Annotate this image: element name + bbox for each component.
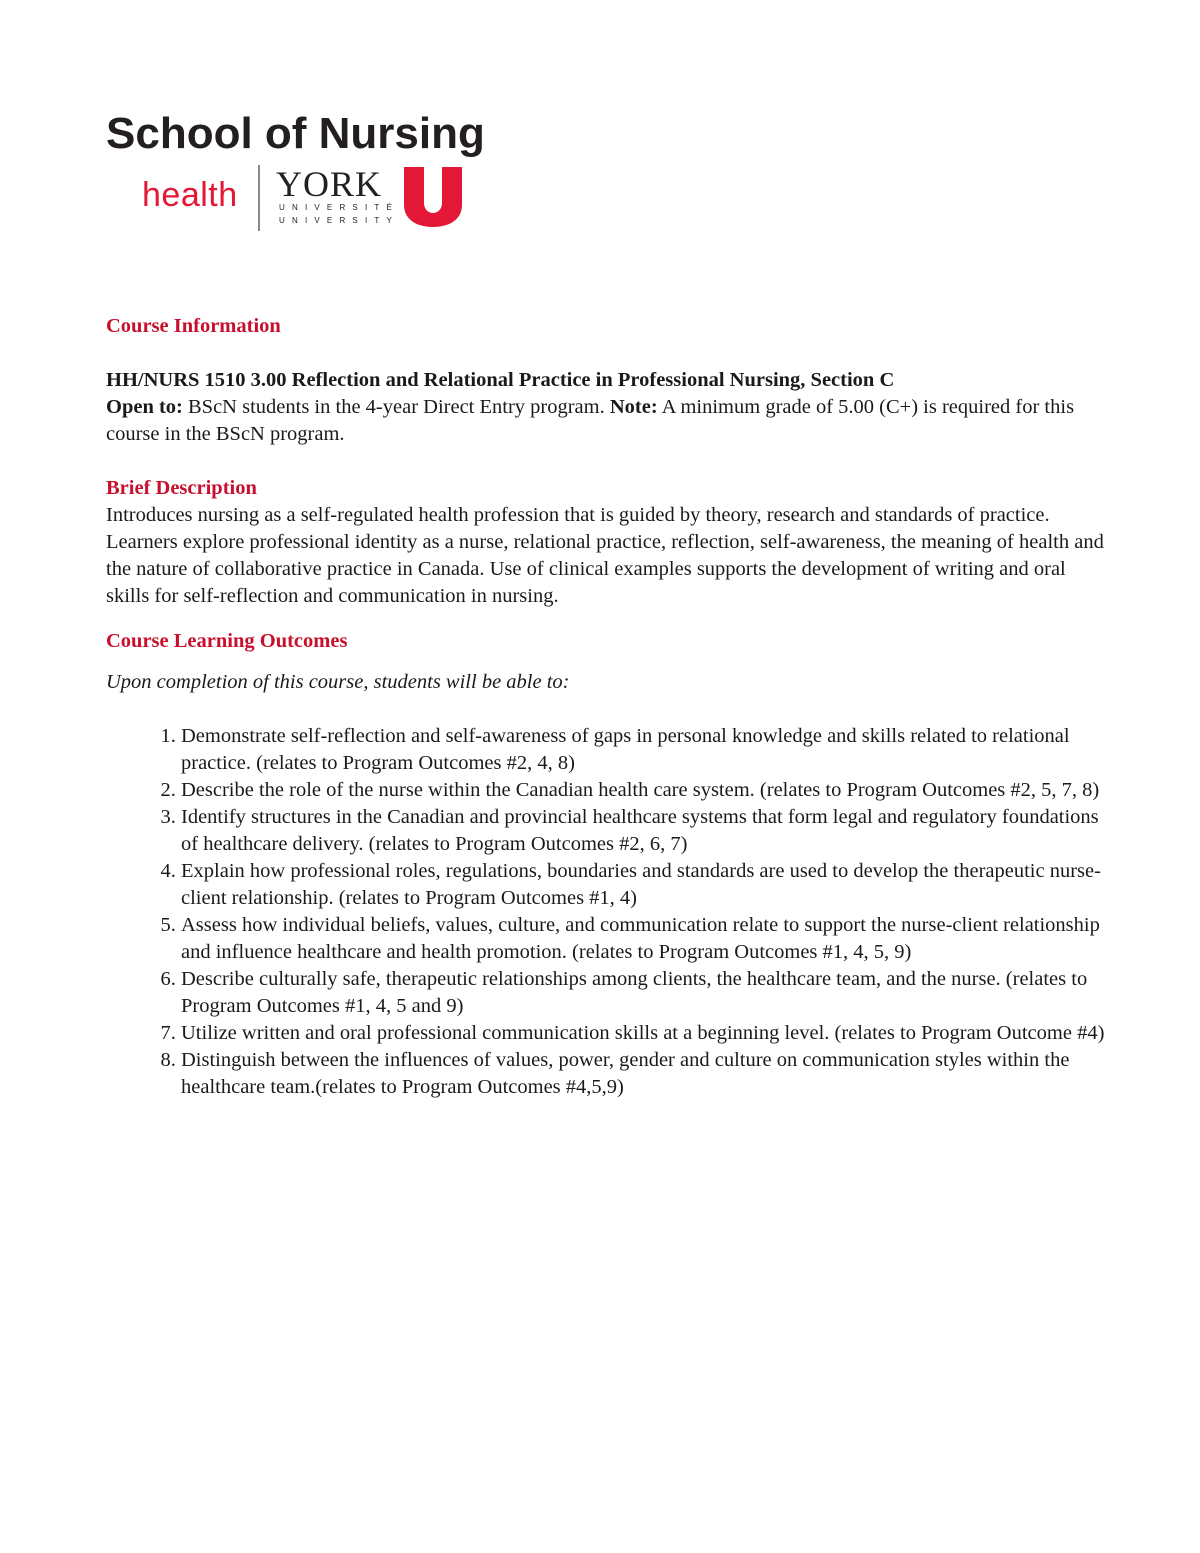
course-title: HH/NURS 1510 3.00 Reflection and Relational Practice in Professional Nursing, Section C (106, 369, 895, 391)
note-text: A minimum grade of 5.00 (C+) is required for this course in the BScN program. (106, 396, 1075, 445)
logo-health-text: health (142, 176, 238, 214)
open-to-label: Open to: (106, 396, 183, 418)
list-item: 3. Identify structures in the Canadian and provincial healthcare systems that form legal and regulatory foundations of healthcare delivery. (relates to Program Outcomes #2, 6, 7) (181, 804, 1106, 858)
open-to-paragraph (106, 394, 1106, 448)
open-to-text: BScN students in the 4-year Direct Entry program. (188, 396, 605, 418)
logo-york-text: YORK (276, 164, 383, 204)
york-health-logo (142, 163, 472, 233)
list-item: 7. Utilize written and oral professional communication skills at a beginning level. (relates to Program Outcome #4) (181, 1020, 1106, 1047)
list-item: 1. Demonstrate self-reflection and self-awareness of gaps in personal knowledge and skills related to relational practice. (relates to Program Outcomes #2, 4, 8) (181, 723, 1106, 777)
outcomes-list (106, 723, 1106, 1101)
document-body (106, 313, 1106, 1101)
brief-description-heading: Brief Description (106, 477, 257, 499)
page-title: School of Nursing (106, 109, 485, 158)
course-information-heading: Course Information (106, 315, 281, 337)
note-label: Note: (609, 396, 658, 418)
logo-divider (258, 165, 260, 231)
brief-description-text: Introduces nursing as a self-regulated health profession that is guided by theory, research and standards of practice. Learners explore professional identity as a nurse, relational practice, reflection, self-awareness, the meaning of health and the nature of collaborative practice in Canada. Use of clinical examples supports the development of writing and oral skills for self-reflection and communication in nursing. (106, 504, 1104, 607)
list-item: 5. Assess how individual beliefs, values, culture, and communication relate to support the nurse-client relationship and influence healthcare and health promotion. (relates to Program Outcomes #1, 4, 5, 9) (181, 912, 1106, 966)
york-u-icon (404, 167, 462, 227)
list-item: 6. Describe culturally safe, therapeutic relationships among clients, the healthcare team, and the nurse. (relates to Program Outcomes #1, 4, 5 and 9) (181, 966, 1106, 1020)
outcomes-intro: Upon completion of this course, students will be able to: (106, 671, 570, 693)
list-item: 2. Describe the role of the nurse within the Canadian health care system. (relates to Program Outcomes #2, 5, 7, 8) (181, 777, 1106, 804)
list-item: 4. Explain how professional roles, regulations, boundaries and standards are used to develop the therapeutic nurse-client relationship. (relates to Program Outcomes #1, 4) (181, 858, 1106, 912)
list-item: 8. Distinguish between the influences of values, power, gender and culture on communication styles within the healthcare team.(relates to Program Outcomes #4,5,9) (181, 1047, 1106, 1101)
logo-university-text: UNIVERSITY (279, 216, 400, 225)
learning-outcomes-heading: Course Learning Outcomes (106, 630, 348, 652)
logo-universite-text: UNIVERSITÉ (279, 203, 400, 212)
